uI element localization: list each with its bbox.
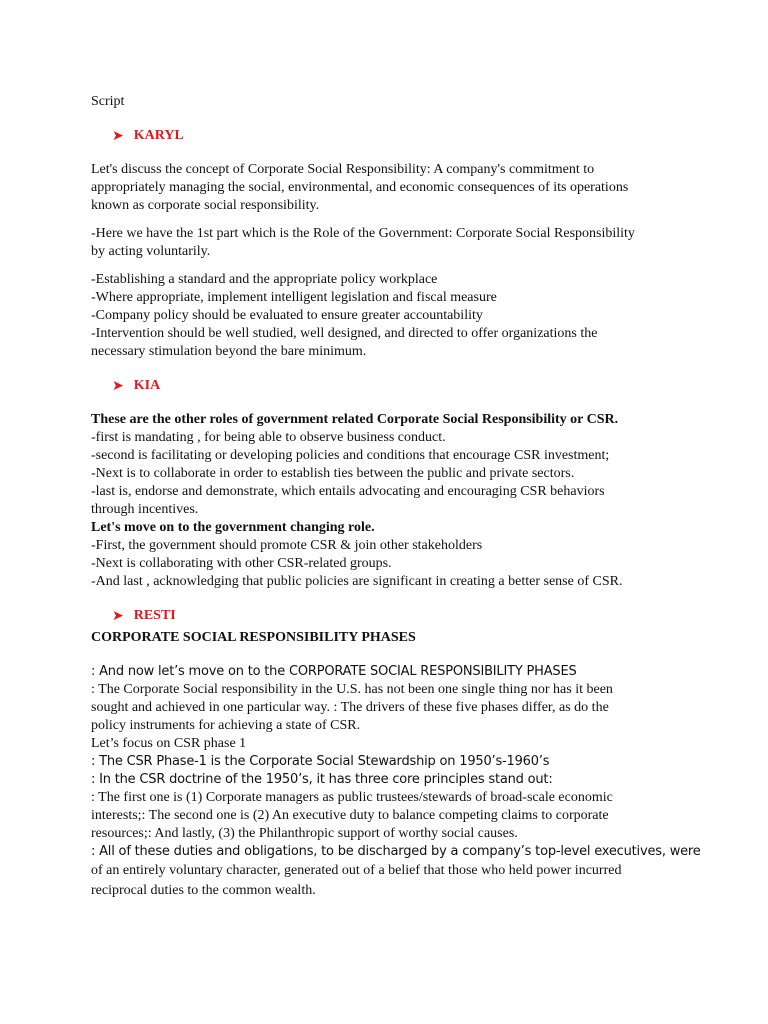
- paragraph-line: -first is mandating , for being able to observe business conduct.: [91, 430, 446, 445]
- speaker-name: KIA: [133, 378, 161, 393]
- paragraph-line: necessary stimulation beyond the bare minimum.: [91, 344, 367, 359]
- paragraph-line: -And last , acknowledging that public policies are significant in creating a better sense of CSR.: [91, 574, 623, 589]
- paragraph-line: -Next is to collaborate in order to establish ties between the public and private sectors.: [91, 466, 575, 481]
- arrow-bullet-icon: ➤: [112, 128, 124, 144]
- paragraph-line: : The first one is (1) Corporate managers as public trustees/stewards of broad-scale economic: [91, 790, 613, 805]
- paragraph-line: : And now let’s move on to the CORPORATE SOCIAL RESPONSIBILITY PHASES: [91, 664, 577, 679]
- speaker-heading-kia: [112, 377, 691, 395]
- paragraph-line: -Where appropriate, implement intelligent legislation and fiscal measure: [91, 290, 497, 305]
- paragraph-line: : The Corporate Social responsibility in the U.S. has not been one single thing nor has it been: [91, 682, 613, 697]
- paragraph-line: of an entirely voluntary character, generated out of a belief that those who held power incurred: [91, 863, 622, 878]
- paragraph-line: : The CSR Phase-1 is the Corporate Social Stewardship on 1950’s-1960’s: [91, 754, 550, 769]
- speaker-name: KARYL: [133, 128, 184, 143]
- paragraph-line: -Next is collaborating with other CSR-related groups.: [91, 556, 392, 571]
- speaker-heading-resti: [112, 607, 691, 625]
- bold-line: Let's move on to the government changing role.: [91, 520, 375, 535]
- paragraph-line: appropriately managing the social, environmental, and economic consequences of its operations: [91, 180, 629, 195]
- section-heading: CORPORATE SOCIAL RESPONSIBILITY PHASES: [91, 630, 416, 645]
- paragraph-line: : In the CSR doctrine of the 1950’s, it has three core principles stand out:: [91, 772, 553, 787]
- paragraph-line: sought and achieved in one particular way. : The drivers of these five phases differ, as do the: [91, 700, 609, 715]
- paragraph-line: -second is facilitating or developing policies and conditions that encourage CSR investment;: [91, 448, 610, 463]
- paragraph-line: through incentives.: [91, 502, 199, 517]
- paragraph-line: known as corporate social responsibility.: [91, 198, 320, 213]
- paragraph-line: Let’s focus on CSR phase 1: [91, 736, 247, 751]
- paragraph-line: -last is, endorse and demonstrate, which entails advocating and encouraging CSR behaviors: [91, 484, 605, 499]
- paragraph-line: -Here we have the 1st part which is the Role of the Government: Corporate Social Responsibility: [91, 226, 635, 241]
- arrow-bullet-icon: ➤: [112, 378, 124, 394]
- arrow-bullet-icon: ➤: [112, 608, 124, 624]
- paragraph-line: Let's discuss the concept of Corporate Social Responsibility: A company's commitment to: [91, 162, 595, 177]
- paragraph-line: by acting voluntarily.: [91, 244, 211, 259]
- document-title: Script: [91, 94, 125, 109]
- bold-line: These are the other roles of government related Corporate Social Responsibility or CSR.: [91, 412, 619, 427]
- paragraph-line: reciprocal duties to the common wealth.: [91, 883, 316, 898]
- paragraph-line: -Company policy should be evaluated to ensure greater accountability: [91, 308, 483, 323]
- paragraph-line: -Intervention should be well studied, well designed, and directed to offer organizations the: [91, 326, 598, 341]
- paragraph-line: interests;: The second one is (2) An executive duty to balance competing claims to corporate: [91, 808, 609, 823]
- speaker-heading-karyl: [112, 127, 691, 145]
- paragraph-line: : All of these duties and obligations, to be discharged by a company’s top-level executives, were: [91, 844, 701, 859]
- paragraph-line: resources;: And lastly, (3) the Philanthropic support of worthy social causes.: [91, 826, 518, 841]
- paragraph-line: -First, the government should promote CSR & join other stakeholders: [91, 538, 483, 553]
- speaker-name: RESTI: [133, 608, 176, 623]
- paragraph-line: -Establishing a standard and the appropriate policy workplace: [91, 272, 438, 287]
- paragraph-line: policy instruments for achieving a state of CSR.: [91, 718, 361, 733]
- document-page: [91, 93, 701, 901]
